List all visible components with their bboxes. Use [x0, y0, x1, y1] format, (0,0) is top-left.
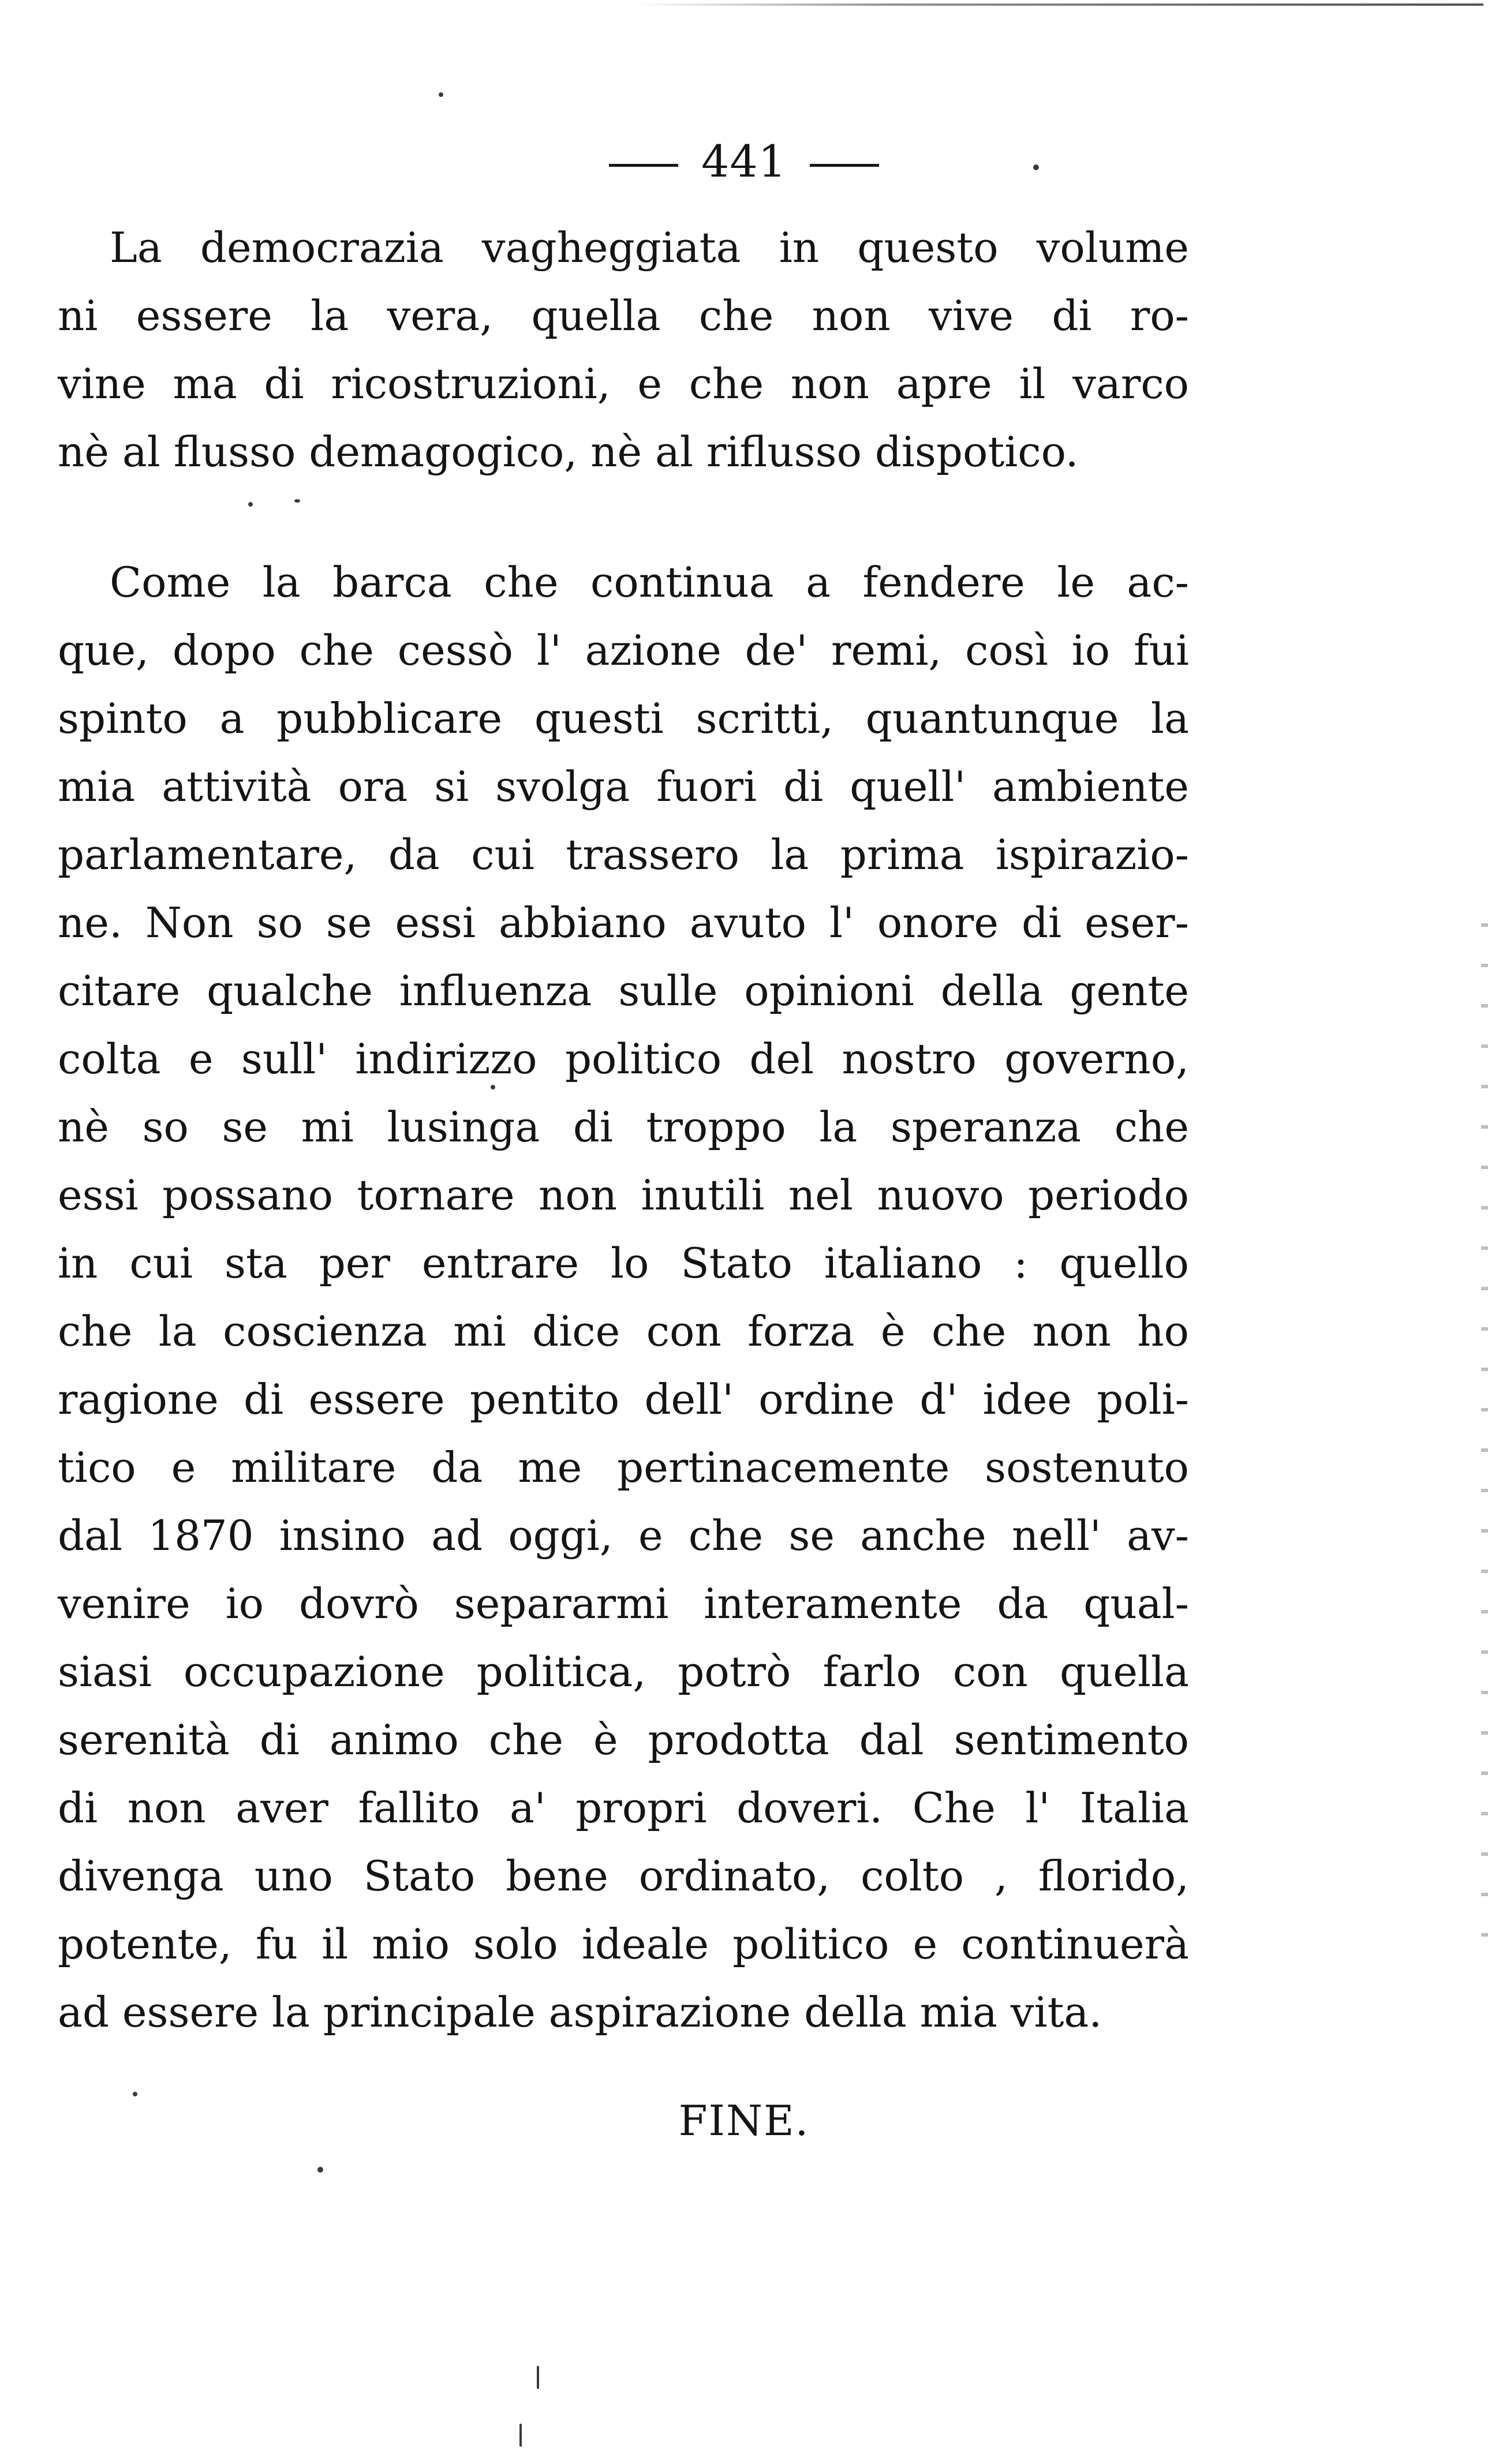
text-line: serenità di animo che è prodotta dal sentimento — [58, 1716, 1189, 1764]
ink-speck — [317, 2167, 323, 2173]
text-line: ne. Non so se essi abbiano avuto l' onore di eser- — [58, 898, 1189, 947]
text-line: in cui sta per entrare lo Stato italiano : quello — [58, 1239, 1189, 1287]
text-line: che la coscienza mi dice con forza è che non ho — [58, 1307, 1189, 1355]
text-line: colta e sull' indirizzo politico del nostro governo, — [58, 1035, 1189, 1083]
text-line: ni essere la vera, quella che non vive di ro- — [58, 291, 1189, 340]
text-line: spinto a pubblicare questi scritti, quantunque la — [58, 694, 1189, 743]
text-line: essi possano tornare non inutili nel nuovo periodo — [58, 1171, 1189, 1219]
header-dash-right — [810, 164, 879, 167]
text-line: citare qualche influenza sulle opinioni della gente — [58, 967, 1189, 1015]
page-edge-specks — [1481, 923, 1488, 1962]
text-line: vine ma di ricostruzioni, e che non apre il varco — [58, 360, 1189, 408]
text-line: potente, fu il mio solo ideale politico e continuerà — [58, 1920, 1189, 1968]
text-line: ragione di essere pentito dell' ordine d' idee poli- — [58, 1375, 1189, 1424]
page-top-edge-rule — [635, 3, 1483, 6]
text-line: nè al flusso demagogico, nè al riflusso dispotico. — [58, 428, 1079, 476]
text-line: nè so se mi lusinga di troppo la speranza che — [58, 1103, 1189, 1151]
text-line: parlamentare, da cui trassero la prima ispirazio- — [58, 830, 1189, 879]
header-dash-left — [609, 164, 678, 167]
text-line: Come la barca che continua a fendere le ac- — [110, 558, 1189, 606]
text-line: siasi occupazione politica, potrò farlo con quella — [58, 1647, 1189, 1696]
text-line: di non aver fallito a' propri doveri. Che l' Italia — [58, 1784, 1189, 1832]
ink-speck — [439, 92, 443, 97]
text-line: La democrazia vagheggiata in questo volume — [110, 223, 1189, 272]
page-header — [0, 130, 1488, 193]
text-line: tico e militare da me pertinacemente sostenuto — [58, 1443, 1189, 1492]
paragraph-1 — [58, 214, 1189, 486]
ink-speck — [248, 502, 253, 507]
ink-speck — [294, 499, 300, 503]
text-line: dal 1870 insino ad oggi, e che se anche nell' av- — [58, 1511, 1189, 1560]
text-line: venire io dovrò separarmi interamente da qual- — [58, 1579, 1189, 1628]
page-number: 441 — [701, 136, 787, 187]
text-line: que, dopo che cessò l' azione de' remi, così io fui — [58, 626, 1189, 675]
text-line: divenga uno Stato bene ordinato, colto , florido, — [58, 1852, 1189, 1900]
ink-speck — [519, 2424, 522, 2447]
paragraph-2 — [58, 548, 1189, 2046]
closing-word: FINE. — [678, 2096, 810, 2145]
ink-speck — [537, 2366, 539, 2389]
text-line: ad essere la principale aspirazione della mia vita. — [58, 1988, 1102, 2036]
text-line: mia attività ora si svolga fuori di quell' ambiente — [58, 762, 1189, 811]
